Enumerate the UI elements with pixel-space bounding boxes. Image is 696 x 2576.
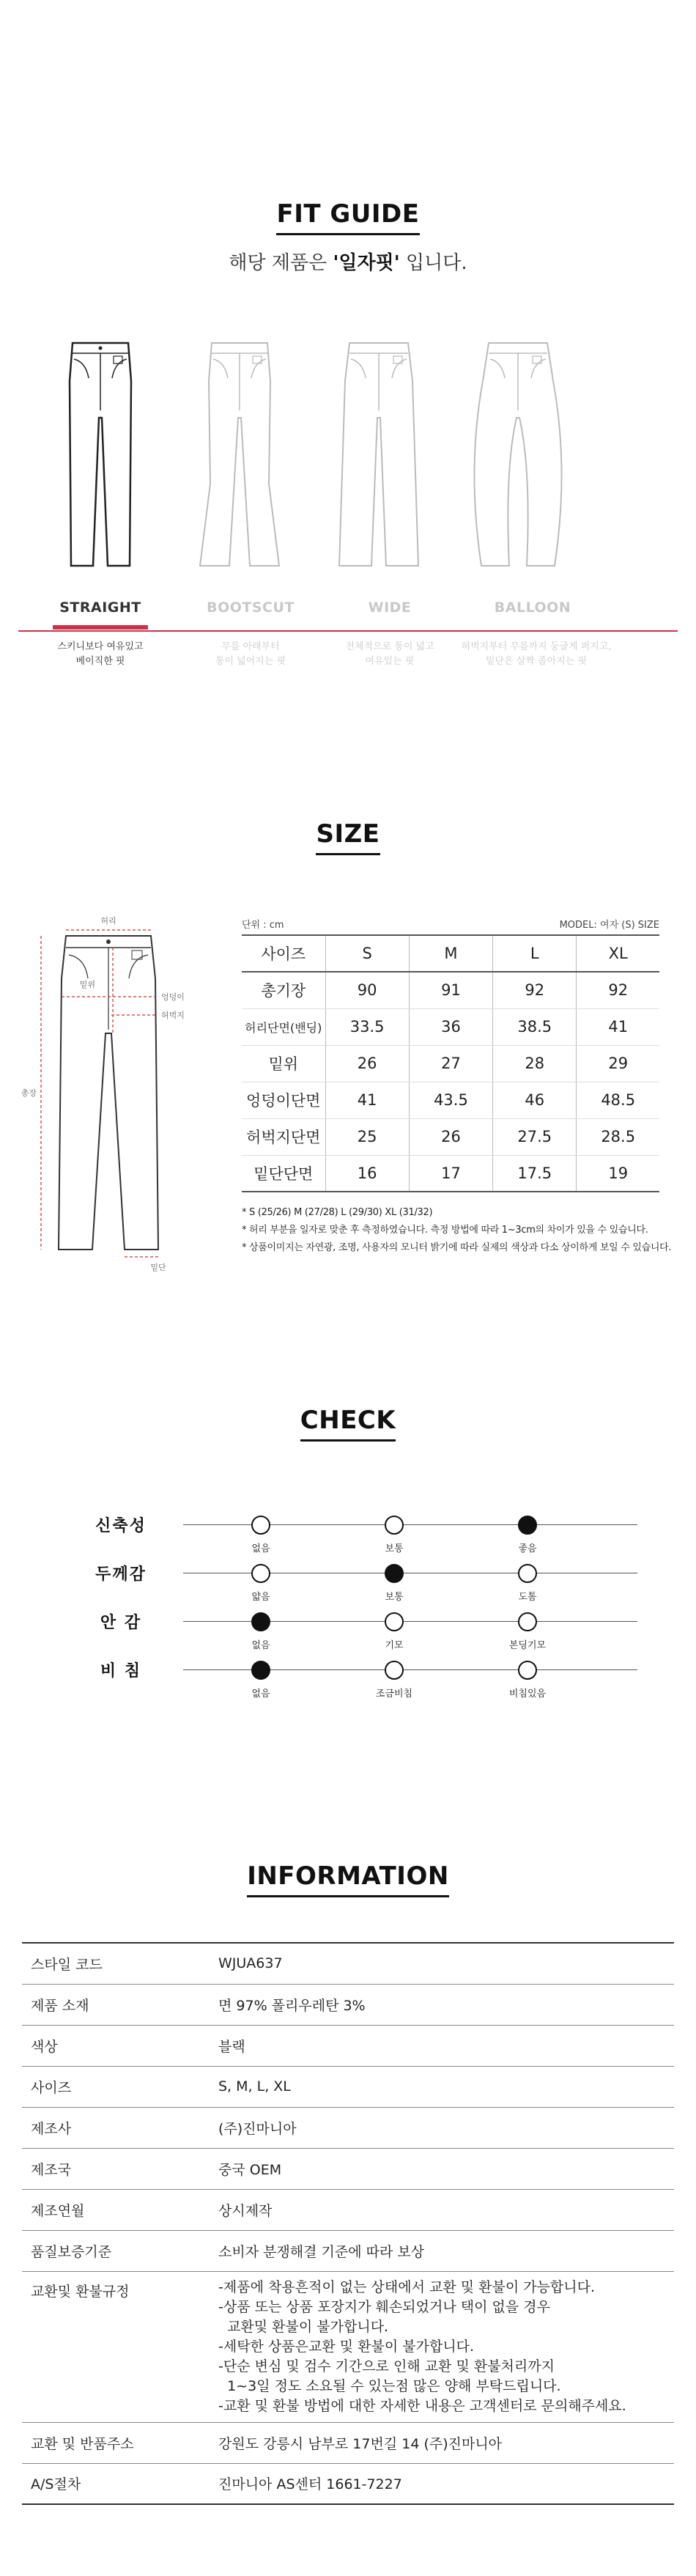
info-key: 사이즈 [22, 2066, 212, 2107]
info-value: S, M, L, XL [212, 2066, 674, 2107]
cell: 27.5 [493, 1118, 577, 1155]
policy-line: 1~3일 정도 소요될 수 있는점 많은 양해 부탁드립니다. [218, 2377, 561, 2394]
check-option: 보통 [385, 1592, 404, 1603]
check-option: 비침있음 [508, 1689, 547, 1700]
size-measurement-diagram [15, 905, 234, 1272]
info-key: 제조국 [22, 2148, 212, 2189]
check-dot-selected [251, 1661, 270, 1680]
size-model-info: MODEL: 여자 (S) SIZE [559, 920, 659, 931]
check-option: 조금비침 [375, 1689, 413, 1700]
policy-line: -교환 및 환불 방법에 대한 자세한 내용은 고객센터로 문의해주세요. [218, 2397, 626, 2414]
info-key: 교환및 환불규정 [22, 2271, 212, 2422]
fit-name-balloon: BALLOON [494, 599, 571, 616]
cell: 38.5 [493, 1008, 577, 1045]
cell: 41 [577, 1008, 659, 1045]
check-dot [518, 1564, 537, 1583]
check-dot [385, 1612, 404, 1631]
row-label: 허벅지단면 [242, 1118, 325, 1155]
cell: 92 [493, 972, 577, 1008]
fit-desc-straight: 스키니보다 여유있고 베이직한 핏 [57, 641, 144, 667]
size-table [242, 934, 659, 1192]
fit-name-straight: STRAIGHT [59, 599, 141, 616]
cell: 25 [325, 1118, 409, 1155]
table-row [22, 2463, 674, 2504]
check-label: 두께감 [95, 1565, 147, 1584]
table-row [22, 2025, 674, 2066]
table-row [22, 2189, 674, 2230]
row-label: 총기장 [242, 972, 325, 1008]
check-dot-selected [385, 1564, 404, 1583]
info-value: (주)진마니아 [212, 2107, 674, 2148]
check-row-stretch [0, 1516, 696, 1567]
fit-desc-balloon: 허벅지부터 무릎까지 둥글게 퍼지고, 밑단은 살짝 좁아지는 핏 [461, 641, 612, 667]
cell: 92 [577, 972, 659, 1008]
size-table-header [242, 935, 659, 972]
info-value: 면 97% 폴리우레탄 3% [212, 1984, 674, 2025]
check-option: 보통 [385, 1543, 404, 1554]
table-row [22, 1943, 674, 1984]
policy-line: -상품 또는 상품 포장지가 훼손되었거나 택이 없을 경우 [218, 2298, 550, 2315]
policy-line: -세탁한 상품은교환 및 환불이 불가합니다. [218, 2338, 475, 2355]
info-key: A/S절차 [22, 2463, 212, 2504]
label-hem: 밑단 [150, 1263, 166, 1272]
fit-active-marker [53, 625, 148, 630]
policy-line: -제품에 착용흔적이 없는 상태에서 교환 및 환불이 가능합니다. [218, 2278, 596, 2295]
cell: 26 [325, 1045, 409, 1082]
information-table [22, 1942, 674, 2505]
cell: 48.5 [577, 1082, 659, 1118]
check-option: 기모 [385, 1640, 404, 1651]
check-option: 없음 [251, 1689, 270, 1700]
fit-desc-bootscut: 무릎 아래부터 통이 넓어지는 핏 [215, 641, 286, 667]
row-label: 밑단단면 [242, 1155, 325, 1192]
fit-illustration-wide [309, 337, 448, 572]
cell: 19 [577, 1155, 659, 1192]
cell: 28 [493, 1045, 577, 1082]
table-row [242, 972, 659, 1008]
info-key: 색상 [22, 2025, 212, 2066]
check-dot [518, 1612, 537, 1631]
info-value: 중국 OEM [212, 2148, 674, 2189]
check-dot [251, 1516, 270, 1535]
table-row [242, 1045, 659, 1082]
check-option: 없음 [251, 1640, 270, 1651]
cell: 26 [409, 1118, 492, 1155]
check-option: 얇음 [251, 1592, 270, 1603]
cell: 41 [325, 1082, 409, 1118]
info-value: 강원도 강릉시 남부로 17번길 14 (주)진마니아 [212, 2422, 674, 2463]
size-header-s: S [325, 935, 409, 972]
cell: 27 [409, 1045, 492, 1082]
table-row [242, 1008, 659, 1045]
check-option: 없음 [251, 1543, 270, 1554]
cell: 28.5 [577, 1118, 659, 1155]
size-header-m: M [409, 935, 492, 972]
table-row [242, 1155, 659, 1192]
label-length: 총장 [21, 1088, 37, 1098]
info-key: 제조사 [22, 2107, 212, 2148]
size-unit: 단위 : cm [242, 920, 284, 931]
size-note: * 상품이미지는 자연광, 조명, 사용자의 모니터 밝기에 따라 실제의 색상과 다소 상이하게 보일 수 있습니다. [242, 1242, 672, 1253]
table-row [22, 2066, 674, 2107]
check-dot [385, 1661, 404, 1680]
check-title: CHECK [0, 1406, 696, 1442]
fit-guide-title: FIT GUIDE [0, 199, 696, 235]
info-value: 소비자 분쟁해결 기준에 따라 보상 [212, 2230, 674, 2271]
size-header-xl: XL [577, 935, 659, 972]
policy-line: 교환및 환불이 불가합니다. [218, 2318, 389, 2335]
size-notes [242, 1204, 681, 1257]
label-waist: 허리 [100, 916, 116, 926]
table-row [242, 1082, 659, 1118]
label-hip: 엉덩이 [161, 992, 185, 1002]
check-row-lining [0, 1612, 696, 1664]
info-value-policy [212, 2271, 674, 2422]
fit-guide-divider [18, 630, 678, 632]
cell: 29 [577, 1045, 659, 1082]
check-dot-selected [251, 1612, 270, 1631]
size-title: SIZE [0, 819, 696, 855]
size-header-label: 사이즈 [242, 935, 325, 972]
check-label: 안 감 [100, 1614, 142, 1632]
cell: 16 [325, 1155, 409, 1192]
size-note: * 허리 부분을 일자로 맞춘 후 측정하였습니다. 측정 방법에 따라 1~3cm의 차이가 있을 수 있습니다. [242, 1225, 648, 1236]
policy-line: -단순 변심 및 검수 기간으로 인해 교환 및 환불처리까지 [218, 2358, 555, 2374]
size-header-l: L [493, 935, 577, 972]
info-value: 상시제작 [212, 2189, 674, 2230]
table-row [22, 2422, 674, 2463]
row-label: 밑위 [242, 1045, 325, 1082]
cell: 91 [409, 972, 492, 1008]
check-row-thickness [0, 1564, 696, 1615]
cell: 17 [409, 1155, 492, 1192]
cell: 17.5 [493, 1155, 577, 1192]
check-option: 본딩기모 [508, 1640, 547, 1651]
table-row [22, 2271, 674, 2422]
check-label: 비 침 [100, 1662, 142, 1680]
label-rise: 밑위 [79, 980, 95, 989]
check-dot-selected [518, 1516, 537, 1535]
info-key: 제품 소재 [22, 1984, 212, 2025]
fit-name-wide: WIDE [368, 599, 412, 616]
label-thigh: 허벅지 [161, 1011, 185, 1020]
fit-name-bootscut: BOOTSCUT [207, 599, 295, 616]
info-key: 스타일 코드 [22, 1943, 212, 1984]
cell: 33.5 [325, 1008, 409, 1045]
check-dot [518, 1661, 537, 1680]
row-label: 허리단면(밴딩) [242, 1008, 325, 1045]
fit-guide-subtitle: 해당 제품은 '일자핏' 입니다. [229, 252, 467, 274]
fit-illustration-straight [31, 337, 170, 572]
fit-desc-wide: 전체적으로 통이 넓고 여유있는 핏 [345, 641, 434, 667]
info-key: 교환 및 반품주소 [22, 2422, 212, 2463]
check-dot [251, 1564, 270, 1583]
information-title: INFORMATION [0, 1861, 696, 1897]
info-value: WJUA637 [212, 1943, 674, 1984]
info-key: 제조연월 [22, 2189, 212, 2230]
row-label: 엉덩이단면 [242, 1082, 325, 1118]
fit-illustration-balloon [448, 337, 588, 572]
cell: 90 [325, 972, 409, 1008]
check-dot [385, 1516, 404, 1535]
info-value: 진마니아 AS센터 1661-7227 [212, 2463, 674, 2504]
info-key: 품질보증기준 [22, 2230, 212, 2271]
table-row [22, 2107, 674, 2148]
size-note: * S (25/26) M (27/28) L (29/30) XL (31/32) [242, 1207, 433, 1218]
cell: 43.5 [409, 1082, 492, 1118]
table-row [22, 1984, 674, 2025]
check-row-sheerness [0, 1661, 696, 1712]
table-row [242, 1118, 659, 1155]
table-row [22, 2230, 674, 2271]
info-value: 블랙 [212, 2025, 674, 2066]
check-option: 도톰 [518, 1592, 537, 1603]
check-option: 좋음 [518, 1543, 537, 1554]
check-label: 신축성 [95, 1517, 147, 1535]
table-row [22, 2148, 674, 2189]
fit-illustration-bootscut [170, 337, 309, 572]
cell: 36 [409, 1008, 492, 1045]
cell: 46 [493, 1082, 577, 1118]
